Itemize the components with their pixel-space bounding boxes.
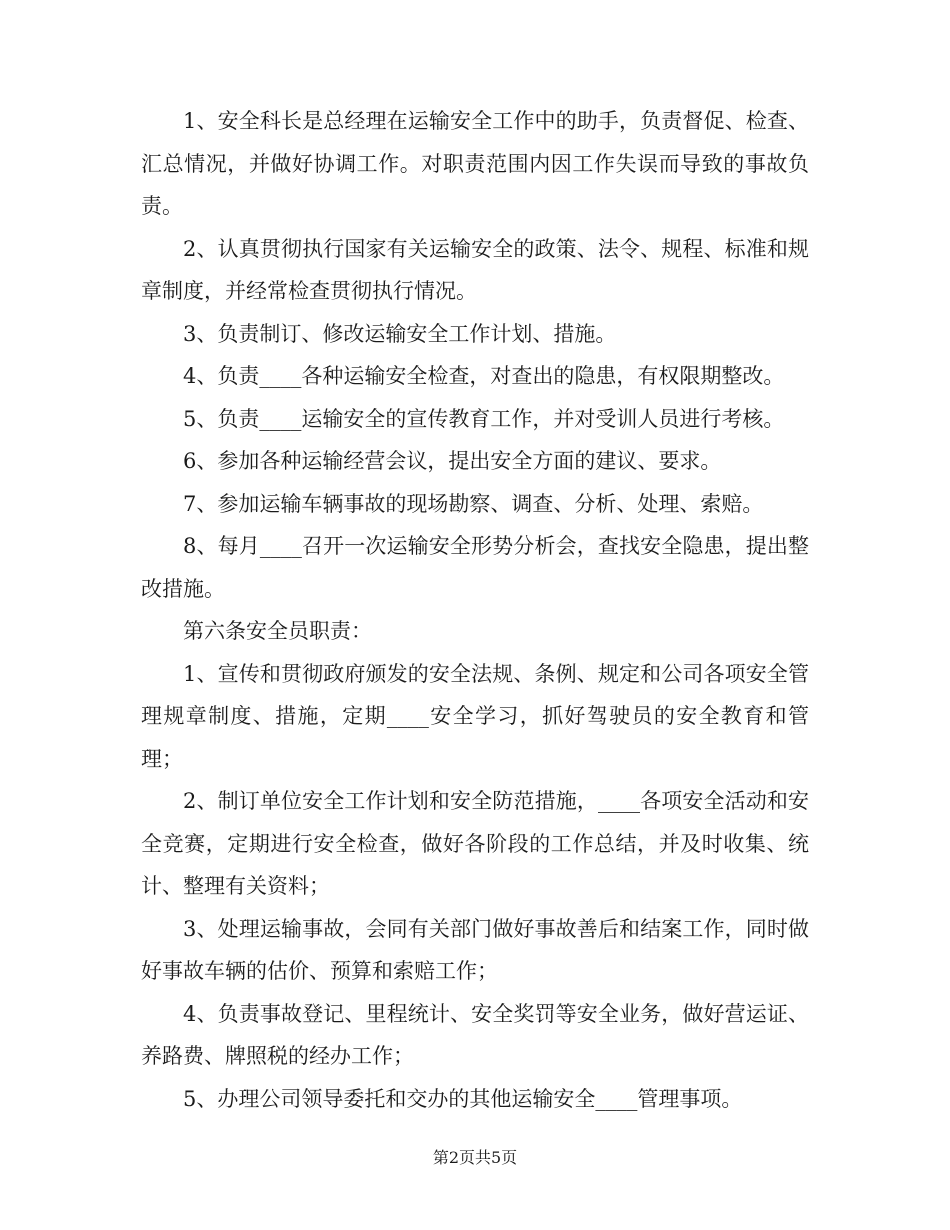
paragraph-11: 3、处理运输事故，会同有关部门做好事故善后和结案工作，同时做好事故车辆的估价、预算和索赔工作；: [141, 916, 809, 983]
paragraph-12: 4、负责事故登记、里程统计、安全奖罚等安全业务，做好营运证、养路费、牌照税的经办工作；: [141, 1001, 809, 1068]
paragraph-3: 3、负责制订、修改运输安全工作计划、措施。: [183, 321, 617, 346]
page-number: 第2页共5页: [432, 1148, 518, 1167]
paragraph-6: 6、参加各种运输经营会议，提出安全方面的建议、要求。: [183, 449, 722, 473]
paragraph-10: 2、制订单位安全工作计划和安全防范措施，____各项安全活动和安全竞赛，定期进行安全检查，做好各阶段的工作总结，并及时收集、统计、整理有关资料；: [141, 789, 809, 898]
document-body: [141, 100, 809, 1120]
paragraph-13: 5、办理公司领导委托和交办的其他运输安全____管理事项。: [183, 1086, 743, 1111]
paragraph-4: 4、负责____各种运输安全检查，对查出的隐患，有权限期整改。: [183, 364, 785, 388]
paragraph-8: 8、每月____召开一次运输安全形势分析会，查找安全隐患，提出整改措施。: [141, 534, 809, 601]
paragraph-9: 1、宣传和贯彻政府颁发的安全法规、条例、规定和公司各项安全管理规章制度、措施，定期____安全学习，抓好驾驶员的安全教育和管理；: [141, 661, 809, 771]
section-heading: 第六条安全员职责：: [183, 619, 372, 643]
paragraph-7: 7、参加运输车辆事故的现场勘察、调查、分析、处理、索赔。: [183, 491, 764, 516]
paragraph-5: 5、负责____运输安全的宣传教育工作，并对受训人员进行考核。: [183, 406, 785, 431]
paragraph-1: 1、安全科长是总经理在运输安全工作中的助手，负责督促、检查、汇总情况，并做好协调工作。对职责范围内因工作失误而导致的事故负责。: [141, 109, 809, 218]
paragraph-2: 2、认真贯彻执行国家有关运输安全的政策、法令、规程、标准和规章制度，并经常检查贯彻执行情况。: [141, 236, 809, 303]
